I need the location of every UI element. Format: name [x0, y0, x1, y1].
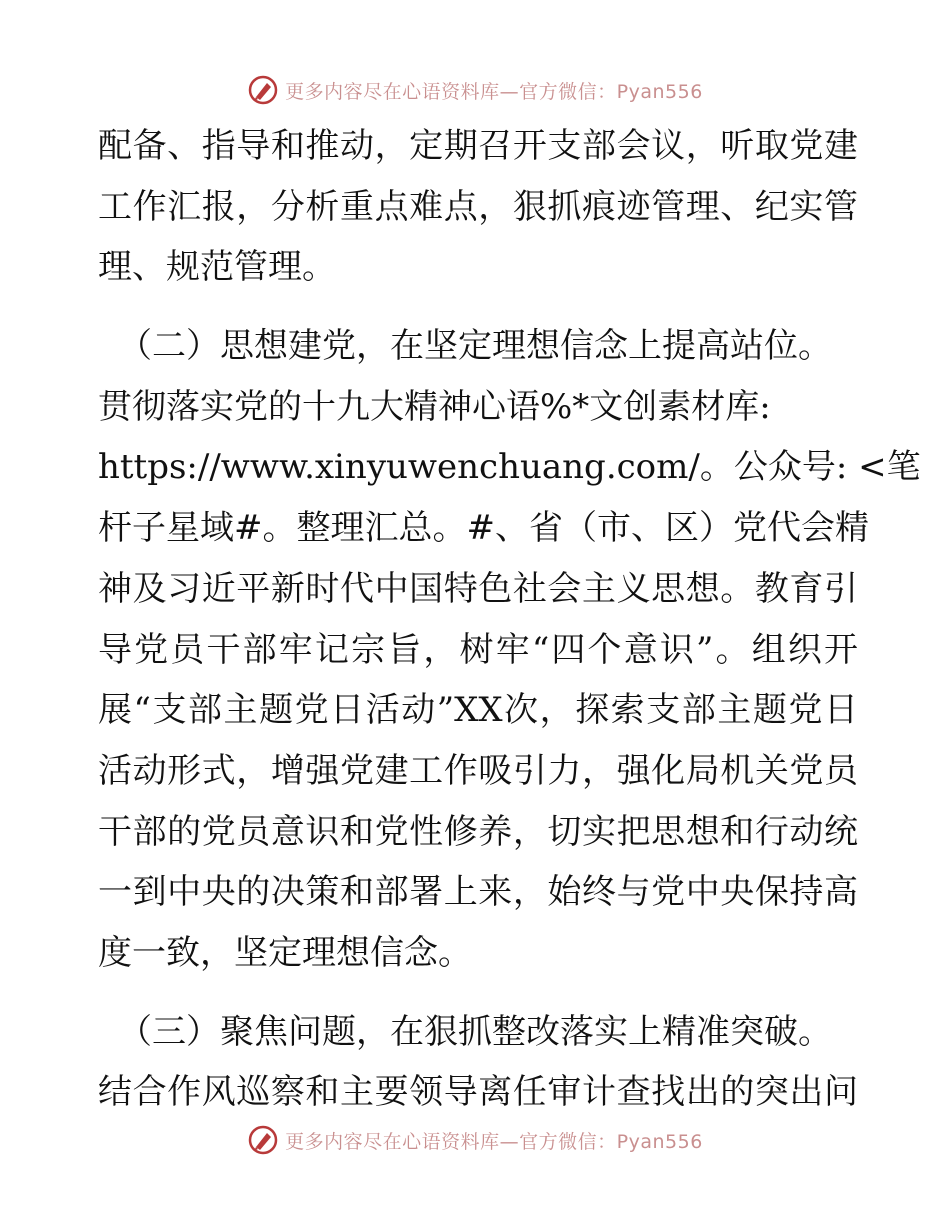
- text-line: 配备、指导和推动，定期召开支部会议，听取党建: [98, 126, 858, 166]
- text-line: 神及习近平新时代中国特色社会主义思想。教育引: [98, 568, 858, 609]
- text-line: 度一致，坚定理想信念。: [98, 932, 472, 973]
- paragraph: [98, 316, 921, 984]
- text-line: 一到中央的决策和部署上来，始终与党中央保持高: [98, 872, 858, 913]
- footer-watermark: [0, 1120, 950, 1160]
- text-line: 杆子星域#。整理汇总。#、省（市、区）党代会精: [98, 508, 869, 549]
- text-line: 展“支部主题党日活动”XX次，探索支部主题党日: [98, 690, 858, 731]
- text-line: 导党员干部牢记宗旨，树牢“四个意识”。组织开: [98, 629, 858, 670]
- document-body: [98, 116, 921, 1123]
- header-watermark: [0, 70, 950, 110]
- section-heading: （二）思想建党，在坚定理想信念上提高站位。: [118, 326, 832, 367]
- paragraph: [98, 1002, 858, 1123]
- section-heading: （三）聚焦问题，在狠抓整改落实上精准突破。: [118, 1011, 832, 1052]
- watermark-text: 更多内容尽在心语资料库—官方微信：Pyan556: [285, 1130, 703, 1153]
- text-line: 贯彻落实党的十九大精神心语%*文创素材库:: [98, 386, 771, 427]
- text-line: 活动形式，增强党建工作吸引力，强化局机关党员: [98, 750, 858, 791]
- pen-nib-logo-icon: [247, 74, 279, 106]
- text-line: 干部的党员意识和党性修养，切实把思想和行动统: [98, 811, 858, 852]
- watermark-text: 更多内容尽在心语资料库—官方微信：Pyan556: [285, 80, 703, 103]
- text-line: 工作汇报，分析重点难点，狠抓痕迹管理、纪实管: [98, 186, 858, 227]
- pen-nib-logo-icon: [247, 1124, 279, 1156]
- text-line: 理、规范管理。: [98, 247, 336, 288]
- text-line: 结合作风巡察和主要领导离任审计查找出的突出问: [98, 1072, 858, 1113]
- text-line: https://www.xinyuwenchuang.com/。公众号: <笔: [98, 447, 921, 488]
- paragraph: [98, 116, 858, 298]
